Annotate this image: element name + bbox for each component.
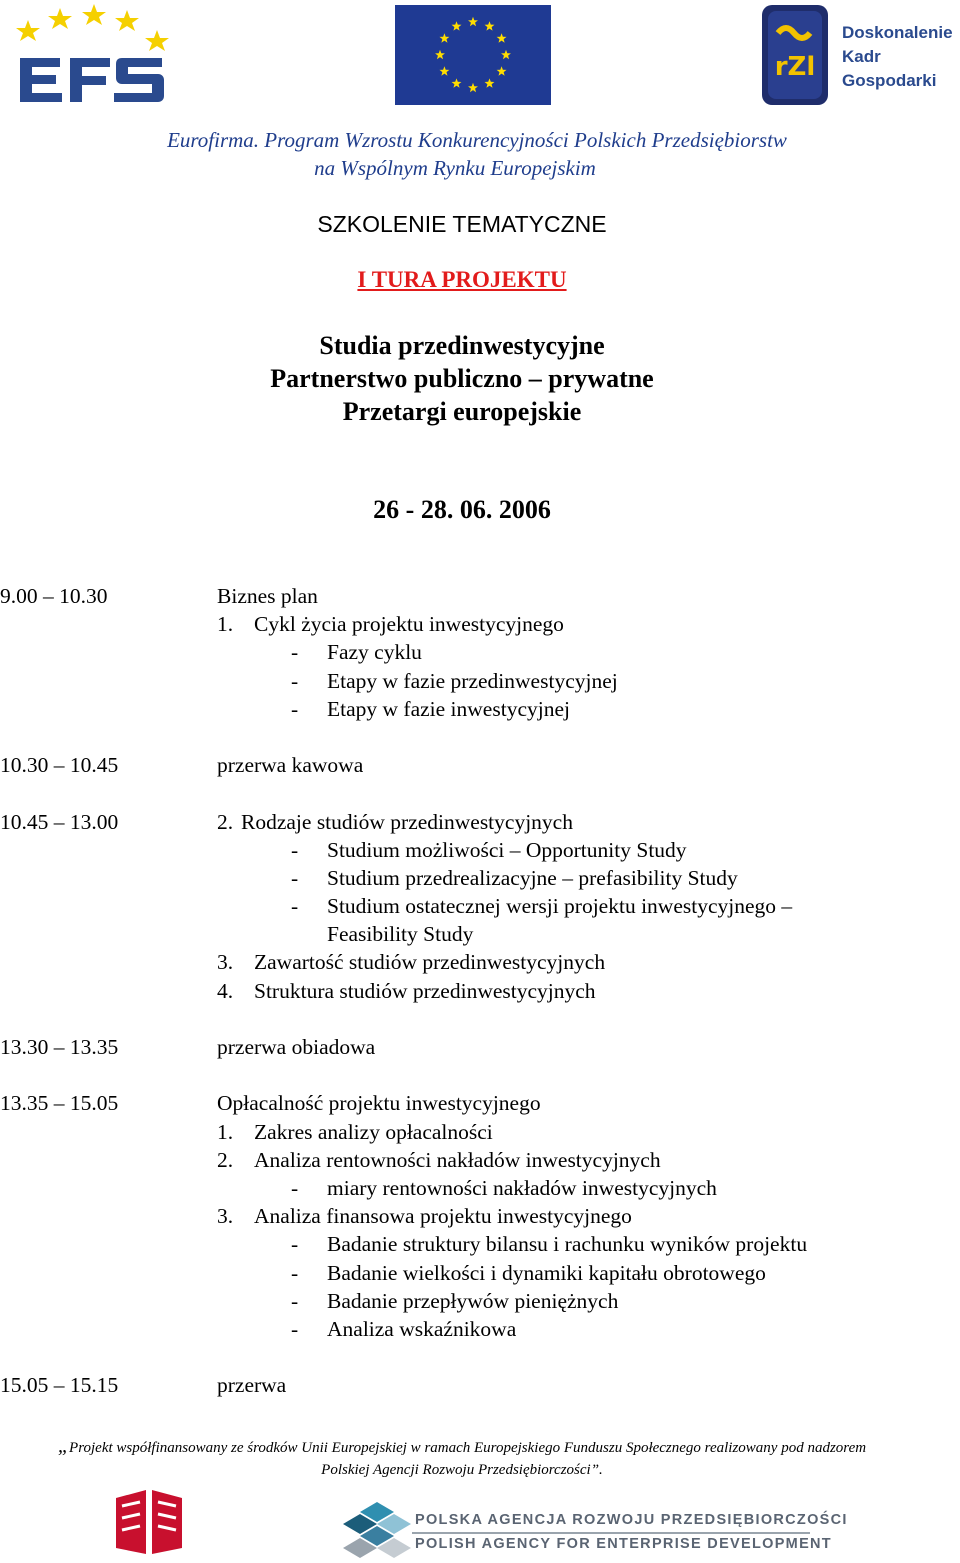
agenda-time: 10.45 – 13.00 <box>0 809 119 834</box>
dkg-logo <box>758 3 958 111</box>
parp-logo <box>342 1500 412 1558</box>
agenda-title: Opłacalność projektu inwestycyjnego <box>217 1091 541 1116</box>
subitem-text: Badanie przepływów pieniężnych <box>327 1288 619 1313</box>
topic-1: Studia przedinwestycyjne <box>319 331 605 360</box>
funding-note-line1: Projekt współfinansowany ze środków Unii Europejskiej w ramach Europejskiego Funduszu Społecznego realizowany pod nadzorem <box>69 1440 867 1456</box>
document-type: SZKOLENIE TEMATYCZNE <box>317 211 607 237</box>
agenda-subitem <box>0 1315 940 1343</box>
item-number: 1. <box>217 612 234 637</box>
bullet-dash: - <box>291 865 299 890</box>
agenda-item <box>0 1146 940 1174</box>
agenda-subitem <box>0 638 940 666</box>
eu-flag-icon <box>395 5 551 105</box>
funding-note <box>0 1435 924 1481</box>
topic-2: Partnerstwo publiczno – prywatne <box>270 364 654 393</box>
subitem-text: miary rentowności nakładów inwestycyjnych <box>327 1175 717 1200</box>
program-line-2: na Wspólnym Rynku Europejskim <box>314 156 596 180</box>
agenda-row <box>0 1033 940 1061</box>
eu-flag <box>395 5 551 105</box>
agenda-subitem <box>0 695 940 723</box>
item-text: Struktura studiów przedinwestycyjnych <box>254 978 596 1003</box>
efs-logo <box>12 2 172 110</box>
bullet-dash: - <box>291 668 299 693</box>
item-number: 1. <box>217 1119 234 1144</box>
agenda-row <box>0 1371 940 1399</box>
efs-stars-logo-icon <box>12 2 172 110</box>
agenda-item <box>0 1118 940 1146</box>
bullet-dash: - <box>291 1288 299 1313</box>
close-quote: ”. <box>590 1462 603 1478</box>
subitem-text: Fazy cyklu <box>327 640 422 665</box>
bullet-dash: - <box>291 1316 299 1341</box>
agenda-time: 10.30 – 10.45 <box>0 753 119 778</box>
subitem-text: Badanie struktury bilansu i rachunku wyników projektu <box>327 1232 808 1257</box>
parp-name <box>415 1508 848 1556</box>
item-text: Analiza finansowa projektu inwestycyjnego <box>254 1204 632 1229</box>
agenda-row <box>0 1089 940 1117</box>
agenda-item <box>0 977 940 1005</box>
funding-note-line2: Polskiej Agencji Rozwoju Przedsiębiorczości <box>321 1462 591 1478</box>
subitem-text: Etapy w fazie przedinwestycyjnej <box>327 668 618 693</box>
topic-3: Przetargi europejskie <box>342 397 582 426</box>
program-line-1: Eurofirma. Program Wzrostu Konkurencyjności Polskich Przedsiębiorstw <box>167 128 787 152</box>
agenda-title: przerwa kawowa <box>217 753 364 778</box>
agenda-subitem <box>0 892 940 920</box>
agenda-time: 13.30 – 13.35 <box>0 1035 119 1059</box>
dkg-line2: Kadr <box>842 47 881 66</box>
item-number: 3. <box>217 1204 234 1229</box>
red-book-logo-icon <box>112 1488 186 1558</box>
item-text: Zawartość studiów przedinwestycyjnych <box>254 950 606 975</box>
parp-cubes-logo-icon <box>342 1500 412 1558</box>
bullet-dash: - <box>291 894 299 919</box>
agenda-time: 13.35 – 15.05 <box>0 1091 119 1116</box>
bullet-dash: - <box>291 1175 299 1200</box>
item-text: Cykl życia projektu inwestycyjnego <box>254 612 564 637</box>
item-text: Rodzaje studiów przedinwestycyjnych <box>241 809 573 834</box>
agenda-row <box>0 751 940 779</box>
item-text: Zakres analizy opłacalności <box>254 1119 493 1144</box>
svg-text:rZl: rZl <box>774 52 816 82</box>
agenda-subitem <box>0 1259 940 1287</box>
agenda-subitem <box>0 1174 940 1202</box>
agenda-subitem <box>0 667 940 695</box>
training-date: 26 - 28. 06. 2006 <box>373 495 551 524</box>
agenda-subitem <box>0 1230 940 1258</box>
agenda-item <box>0 948 940 976</box>
agenda <box>0 582 940 1399</box>
agenda-title: przerwa <box>217 1373 287 1398</box>
agenda-time: 9.00 – 10.30 <box>0 584 108 608</box>
agenda-item <box>0 610 940 638</box>
agenda-row <box>0 582 940 610</box>
subitem-text: Etapy w fazie inwestycyjnej <box>327 696 570 721</box>
agenda-row <box>0 808 940 836</box>
item-text: Analiza rentowności nakładów inwestycyjnych <box>254 1147 661 1172</box>
subitem-text: Studium przedrealizacyjne – prefasibility Study <box>327 865 738 890</box>
item-number: 2. <box>217 809 234 834</box>
subitem-text: Feasibility Study <box>327 922 474 947</box>
parp-name-pl: POLSKA AGENCJA ROZWOJU PRZEDSIĘBIORCZOŚCI <box>415 1512 848 1528</box>
agenda-subitem <box>0 1287 940 1315</box>
agenda-subitem <box>0 836 940 864</box>
agenda-subitem-continuation <box>0 920 940 948</box>
parp-name-en: POLISH AGENCY FOR ENTERPRISE DEVELOPMENT <box>415 1536 832 1552</box>
agenda-title: Biznes plan <box>217 584 318 608</box>
subitem-text: Analiza wskaźnikowa <box>327 1316 517 1341</box>
subitem-text: Studium możliwości – Opportunity Study <box>327 837 687 862</box>
agenda-item <box>0 1202 940 1230</box>
red-book-logo <box>112 1488 186 1558</box>
agenda-time: 15.05 – 15.15 <box>0 1373 119 1398</box>
item-number: 2. <box>217 1147 234 1172</box>
subitem-text: Badanie wielkości i dynamiki kapitału obrotowego <box>327 1260 766 1285</box>
subitem-text: Studium ostatecznej wersji projektu inwestycyjnego – <box>327 894 793 919</box>
bullet-dash: - <box>291 640 299 665</box>
dkg-line3: Gospodarki <box>842 71 937 90</box>
bullet-dash: - <box>291 1260 299 1285</box>
item-number: 4. <box>217 978 234 1003</box>
agenda-title: przerwa obiadowa <box>217 1035 376 1059</box>
bullet-dash: - <box>291 696 299 721</box>
bullet-dash: - <box>291 1232 299 1257</box>
dkg-emblem-icon <box>758 3 832 107</box>
open-quote: „ <box>57 1435 70 1457</box>
dkg-line1: Doskonalenie <box>842 23 953 42</box>
project-round: I TURA PROJEKTU <box>357 267 567 292</box>
bullet-dash: - <box>291 837 299 862</box>
agenda-subitem <box>0 864 940 892</box>
item-number: 3. <box>217 950 234 975</box>
